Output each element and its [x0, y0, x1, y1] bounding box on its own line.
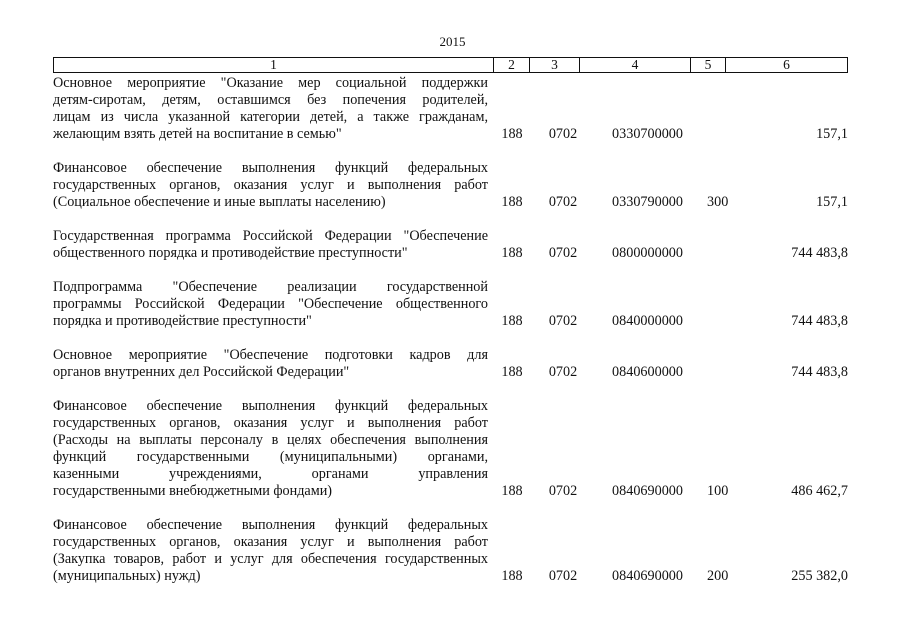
description-line: казенными учреждениями, органами управления	[53, 466, 488, 482]
description-line: Финансовое обеспечение выполнения функций федеральных	[53, 160, 488, 176]
description-line: (муниципальных) нужд)	[53, 568, 201, 584]
expense-type-code: 100	[707, 483, 729, 499]
table-row	[53, 228, 848, 262]
section-code: 0702	[548, 245, 578, 261]
expense-type-code: 300	[707, 194, 729, 210]
row-description	[53, 517, 492, 585]
description-line: (Закупка товаров, работ и услуг для обеспечения государственных	[53, 551, 488, 567]
section-code: 0702	[548, 483, 578, 499]
description-line: программы Российской Федерации "Обеспечение общественного	[53, 296, 488, 312]
header-col-1: 1	[270, 57, 277, 72]
expense-type-code: 200	[707, 568, 729, 584]
budget-table-body	[53, 75, 848, 602]
description-line: общественного порядка и противодействие преступности"	[53, 245, 408, 261]
row-description	[53, 398, 492, 500]
ved-code: 188	[501, 483, 523, 499]
section-code: 0702	[548, 194, 578, 210]
header-col-4: 4	[579, 58, 690, 72]
ved-code: 188	[501, 245, 523, 261]
row-description	[53, 75, 492, 143]
description-line: Основное мероприятие "Обеспечение подготовки кадров для	[53, 347, 488, 363]
amount: 157,1	[816, 126, 848, 142]
table-row	[53, 398, 848, 500]
description-line: функций государственными (муниципальными) органами,	[53, 449, 488, 465]
table-row	[53, 75, 848, 143]
section-code: 0702	[548, 313, 578, 329]
description-line: (Расходы на выплаты персоналу в целях обеспечения выполнения	[53, 432, 488, 448]
amount: 744 483,8	[791, 313, 848, 329]
description-line: лицам из числа указанной категории детей, а также гражданам,	[53, 109, 488, 125]
target-article-code: 0330700000	[612, 126, 683, 142]
table-row	[53, 279, 848, 330]
page-number: 2015	[439, 34, 466, 49]
target-article-code: 0840690000	[612, 568, 683, 584]
amount: 486 462,7	[791, 483, 848, 499]
description-line: государственных органов, оказания услуг и выполнения работ	[53, 415, 488, 431]
target-article-code: 0840600000	[612, 364, 683, 380]
target-article-code: 0840690000	[612, 483, 683, 499]
row-description	[53, 347, 492, 381]
description-line: государственными внебюджетными фондами)	[53, 483, 333, 499]
description-line: (Социальное обеспечение и иные выплаты населению)	[53, 194, 386, 210]
row-description	[53, 160, 492, 211]
table-header	[53, 57, 848, 73]
ved-code: 188	[501, 126, 523, 142]
section-code: 0702	[548, 126, 578, 142]
header-col-2: 2	[493, 58, 529, 72]
description-line: Государственная программа Российской Федерации "Обеспечение	[53, 228, 488, 244]
header-col-6: 6	[725, 58, 847, 72]
target-article-code: 0330790000	[612, 194, 683, 210]
target-article-code: 0800000000	[612, 245, 683, 261]
ved-code: 188	[501, 194, 523, 210]
table-row	[53, 517, 848, 585]
description-line: желающим взять детей на воспитание в семью"	[53, 126, 342, 142]
table-row	[53, 160, 848, 211]
table-row	[53, 347, 848, 381]
target-article-code: 0840000000	[612, 313, 683, 329]
description-line: порядка и противодействие преступности"	[53, 313, 312, 329]
row-description	[53, 228, 492, 262]
section-code: 0702	[548, 364, 578, 380]
header-col-3: 3	[529, 58, 579, 72]
description-line: государственных органов, оказания услуг и выполнения работ	[53, 177, 488, 193]
section-code: 0702	[548, 568, 578, 584]
ved-code: 188	[501, 364, 523, 380]
description-line: Основное мероприятие "Оказание мер социальной поддержки	[53, 75, 488, 91]
row-description	[53, 279, 492, 330]
amount: 255 382,0	[791, 568, 848, 584]
amount: 744 483,8	[791, 364, 848, 380]
header-col-5: 5	[690, 58, 725, 72]
description-line: Финансовое обеспечение выполнения функций федеральных	[53, 398, 488, 414]
description-line: Подпрограмма "Обеспечение реализации государственной	[53, 279, 488, 295]
description-line: органов внутренних дел Российской Федерации"	[53, 364, 350, 380]
description-line: Финансовое обеспечение выполнения функций федеральных	[53, 517, 488, 533]
amount: 744 483,8	[791, 245, 848, 261]
ved-code: 188	[501, 313, 523, 329]
description-line: государственных органов, оказания услуг и выполнения работ	[53, 534, 488, 550]
ved-code: 188	[501, 568, 523, 584]
description-line: детям-сиротам, детям, оставшимся без попечения родителей,	[53, 92, 488, 108]
amount: 157,1	[816, 194, 848, 210]
